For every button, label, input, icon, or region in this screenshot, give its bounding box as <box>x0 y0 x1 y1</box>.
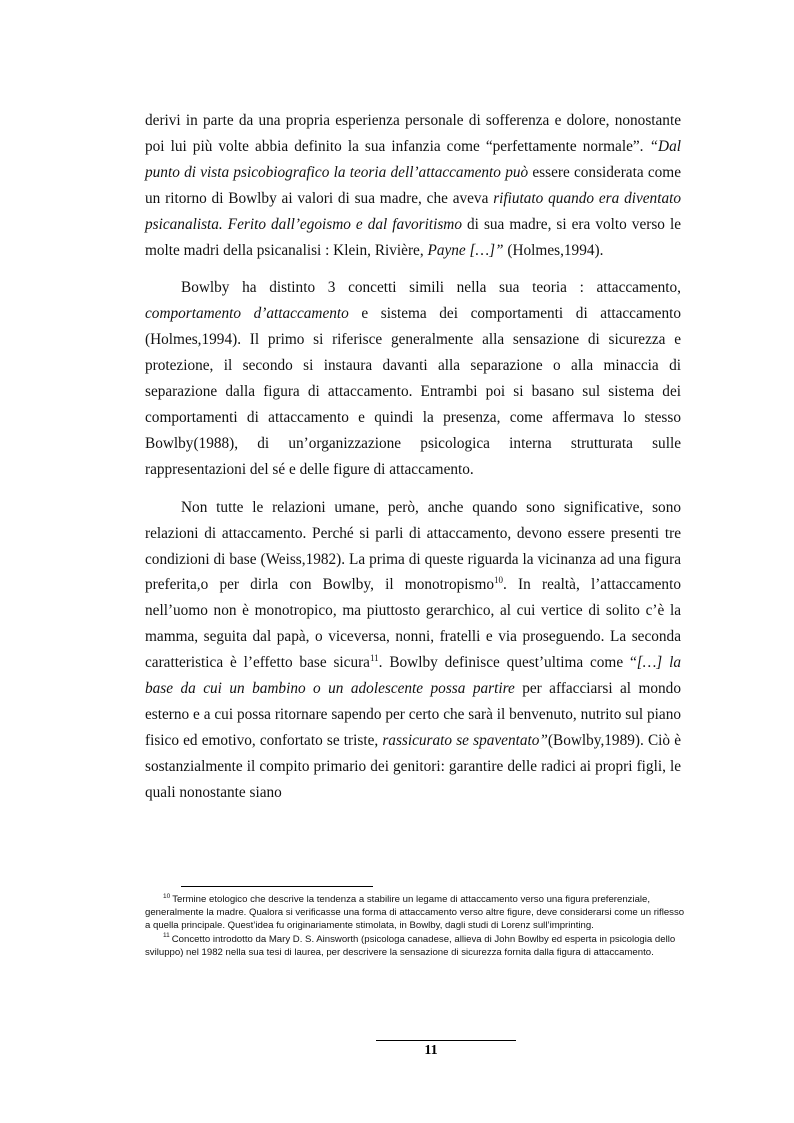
page-number-rule <box>376 1040 516 1041</box>
footnote-ref-10[interactable]: 10 <box>494 575 504 586</box>
paragraph-2 <box>145 275 681 482</box>
paragraph-1 <box>145 108 681 263</box>
footnote-ref-11[interactable]: 11 <box>369 653 379 664</box>
p3-text-b: . In realtà, l’attaccamento nell’uomo non è monotropico, ma piuttosto gerarchico, al cui vertice di solito c’è la mamma, seguita dal papà, o viceversa, nonni, fratelli e via proseguendo. La seconda caratteristica è l’effetto base sicura <box>145 576 681 672</box>
footnote-number: 11 <box>163 932 170 940</box>
footnote-text: Concetto introdotto da Mary D. S. Ainsworth (psicologa canadese, allieva di John Bowlby ed esperta in psicologia dello sviluppo) nel 1982 nella sua tesi di laurea, per descrivere la sensazione di sicurezza fornita dalla figura di attaccamento. <box>145 933 676 958</box>
p3-quote-b: rassicurato se spaventato” <box>382 731 548 749</box>
body-text <box>145 108 681 806</box>
p3-text-d: per affacciarsi al mondo esterno e a cui possa ritornare sapendo per certo che sarà il benvenuto, nutrito sul piano fisico ed emotivo, confortato se triste, <box>145 680 681 749</box>
p1-text-c: di sua madre, si era volto verso le molte madri della psicanalisi : Klein, Rivière, <box>145 215 681 259</box>
p1-text-b: essere considerata come un ritorno di Bowlby ai valori di sua madre, che aveva <box>145 163 681 207</box>
p3-text-c: . Bowlby definisce quest’ultima come “ <box>378 654 637 672</box>
p2-text-b: e sistema dei comportamenti di attaccamento (Holmes,1994). Il primo si riferisce generalmente alla sensazione di sicurezza e protezione, il secondo si instaura davanti alla separazione o alla minaccia di separazione dalla figura di attaccamento. Entrambi poi si basano sul sistema dei comportamenti di attaccamento e quindi la presenza, come affermava lo stesso Bowlby(1988), di un’organizzazione psicologica interna strutturata sulle rappresentazioni del sé e delle figure di attaccamento. <box>145 305 681 478</box>
footnotes <box>145 893 685 959</box>
p1-citation: (Holmes,1994). <box>503 241 604 259</box>
footnote-10 <box>145 893 685 933</box>
p1-quote-c: Payne […]” <box>427 241 504 259</box>
p3-quote-a: […] la base da cui un bambino o un adolescente possa partire <box>145 654 681 698</box>
p3-text-a: Non tutte le relazioni umane, però, anche quando sono significative, sono relazioni di attaccamento. Perché si parli di attaccamento, devono essere presenti tre condizioni di base (Weiss,1982). La prima di queste riguarda la vicinanza ad una figura preferita,o per dirla con Bowlby, il monotropismo <box>145 498 681 594</box>
footnote-text: Termine etologico che descrive la tendenza a stabilire un legame di attaccamento verso una figura preferenziale, generalmente la madre. Qualora si verificasse una forma di attaccamento verso altre figure, deve considerarsi come un riflesso a quella principale. Quest’idea fu originariamente stimolata, in Bowlby, dagli studi di Lorenz sull’imprinting. <box>145 894 685 932</box>
p3-text-e: (Bowlby,1989). Ciò è sostanzialmente il compito primario dei genitori: garantire delle radici ai propri figli, le quali nonostante siano <box>145 731 681 801</box>
footnote-11 <box>145 933 685 959</box>
footnote-separator <box>181 886 373 887</box>
footnote-number: 10 <box>163 892 171 900</box>
p1-text-a: derivi in parte da una propria esperienza personale di sofferenza e dolore, nonostante poi lui più volte abbia definito la sua infanzia come “perfettamente normale”. <box>145 112 681 155</box>
p2-text-a: Bowlby ha distinto 3 concetti simili nella sua teoria : attaccamento, <box>181 279 681 297</box>
p1-quote-b: rifiutato quando era diventato psicanalista. Ferito dall’egoismo e dal favoritismo <box>145 189 681 233</box>
page-number: 11 <box>424 1043 438 1058</box>
p2-term: comportamento d’attaccamento <box>145 305 349 323</box>
p1-quote-a: “Dal punto di vista psicobiografico la teoria dell’attaccamento può <box>145 137 681 181</box>
paragraph-3 <box>145 495 681 806</box>
